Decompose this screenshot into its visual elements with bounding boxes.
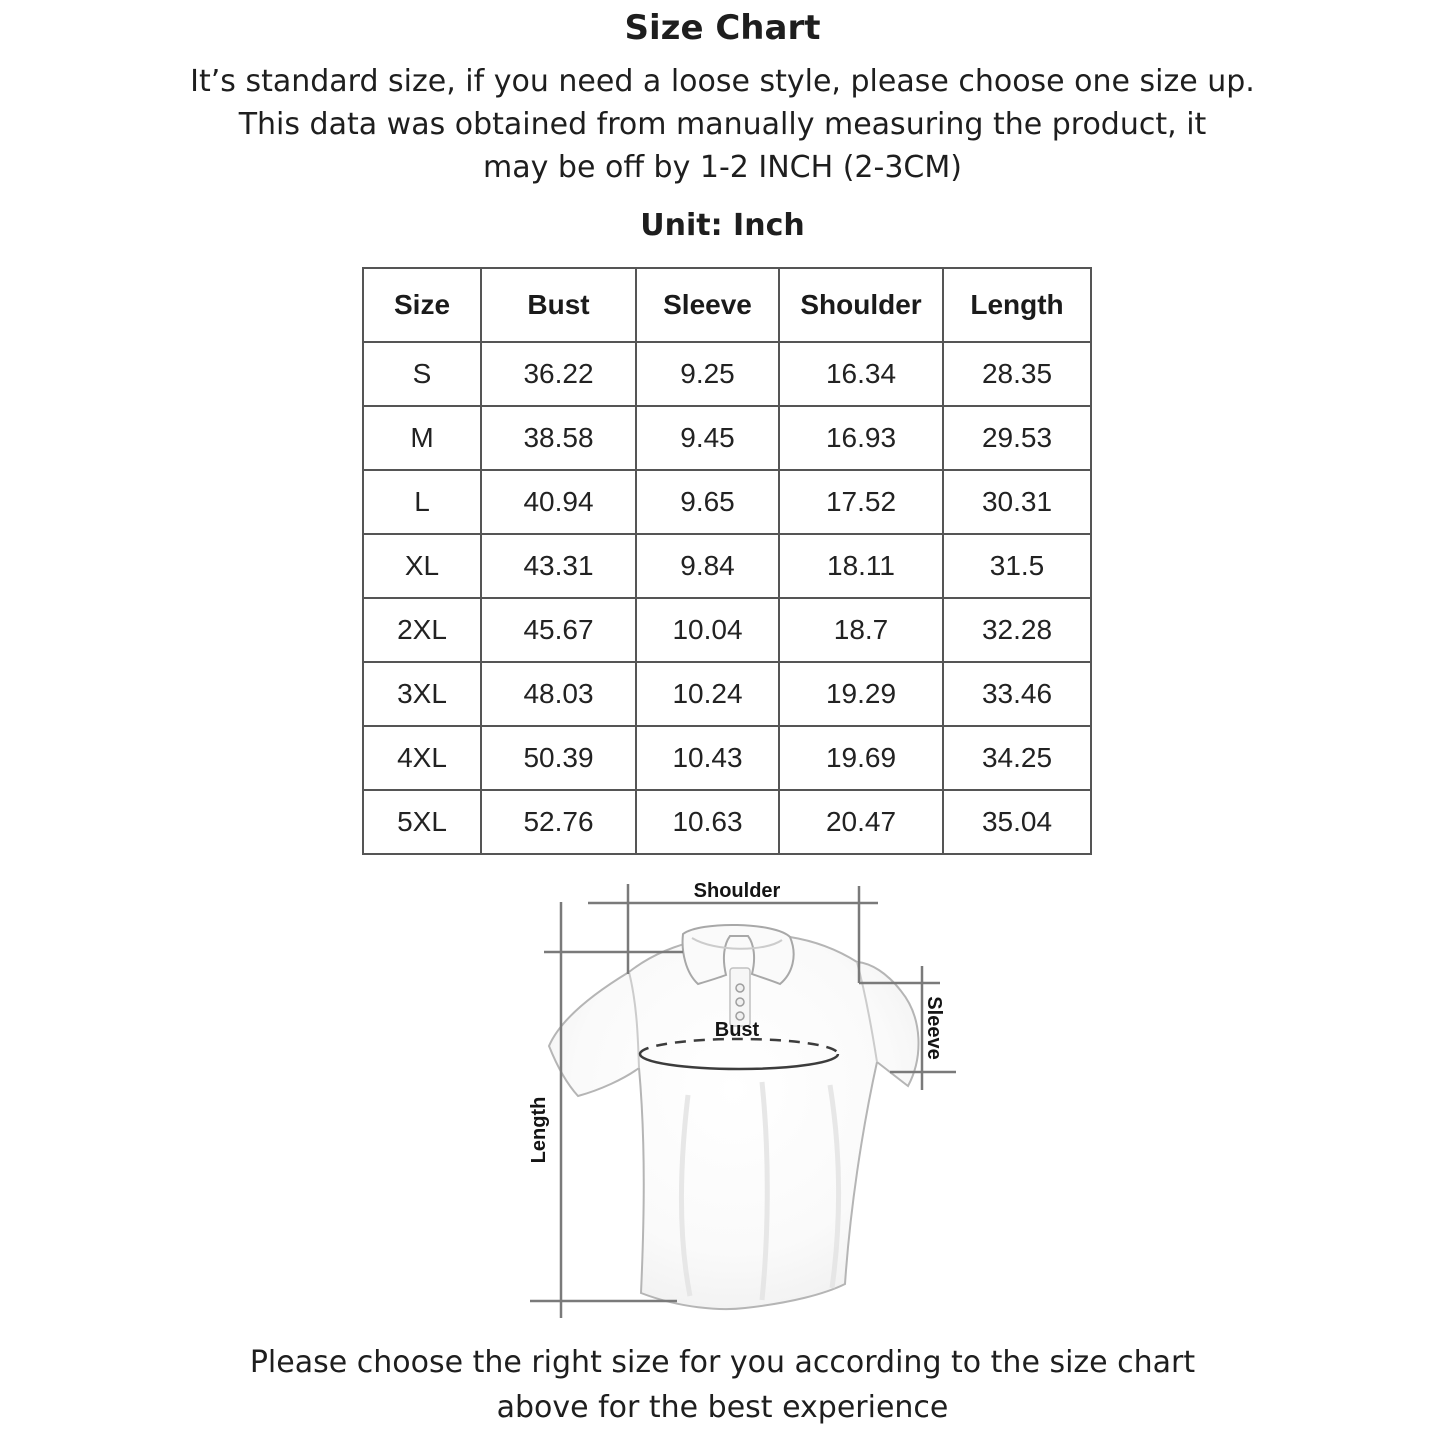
table-cell: M (363, 406, 481, 470)
shoulder-label: Shoulder (693, 880, 781, 902)
table-cell: 9.45 (636, 406, 779, 470)
table-cell: 45.67 (481, 598, 636, 662)
column-header: Length (943, 268, 1091, 342)
button (736, 998, 744, 1006)
table-cell: 3XL (363, 662, 481, 726)
table-cell: 36.22 (481, 342, 636, 406)
header-row (363, 268, 1091, 342)
table-cell: 10.04 (636, 598, 779, 662)
page-title: Size Chart (624, 8, 821, 48)
unit-heading: Unit: Inch (640, 208, 805, 243)
table-cell: 43.31 (481, 534, 636, 598)
table-cell: 19.29 (779, 662, 943, 726)
table-cell: 17.52 (779, 470, 943, 534)
size-table-body (363, 342, 1091, 854)
table-cell: 9.84 (636, 534, 779, 598)
table-cell: 9.25 (636, 342, 779, 406)
table-row (363, 662, 1091, 726)
table-cell: 30.31 (943, 470, 1091, 534)
table-cell: 18.7 (779, 598, 943, 662)
table-row (363, 406, 1091, 470)
text-line: above for the best experience (496, 1390, 949, 1425)
table-row (363, 534, 1091, 598)
table-cell: 29.53 (943, 406, 1091, 470)
table-cell: 9.65 (636, 470, 779, 534)
table-cell: 19.69 (779, 726, 943, 790)
table-cell: XL (363, 534, 481, 598)
shirt-measurement-diagram (470, 855, 1000, 1335)
column-header: Size (363, 268, 481, 342)
column-header: Sleeve (636, 268, 779, 342)
table-cell: 10.63 (636, 790, 779, 854)
table-cell: 31.5 (943, 534, 1091, 598)
table-cell: 35.04 (943, 790, 1091, 854)
size-table-header (363, 268, 1091, 342)
table-cell: 32.28 (943, 598, 1091, 662)
table-cell: 33.46 (943, 662, 1091, 726)
table-cell: 20.47 (779, 790, 943, 854)
table-cell: 16.93 (779, 406, 943, 470)
text-line: It’s standard size, if you need a loose style, please choose one size up. (190, 64, 1255, 99)
table-cell: 50.39 (481, 726, 636, 790)
table-row (363, 470, 1091, 534)
table-row (363, 790, 1091, 854)
column-header: Shoulder (779, 268, 943, 342)
table-cell: 38.58 (481, 406, 636, 470)
size-table (362, 267, 1092, 855)
table-cell: S (363, 342, 481, 406)
table-cell: 10.43 (636, 726, 779, 790)
table-row (363, 598, 1091, 662)
table-row (363, 342, 1091, 406)
table-cell: 34.25 (943, 726, 1091, 790)
table-cell: 40.94 (481, 470, 636, 534)
footer-text (0, 1340, 1445, 1430)
table-cell: 4XL (363, 726, 481, 790)
table-cell: 18.11 (779, 534, 943, 598)
table-cell: 5XL (363, 790, 481, 854)
table-cell: 28.35 (943, 342, 1091, 406)
table-cell: 10.24 (636, 662, 779, 726)
text-line: This data was obtained from manually measuring the product, it (238, 107, 1207, 142)
sleeve-label: Sleeve (923, 996, 945, 1060)
table-cell: 16.34 (779, 342, 943, 406)
bust-label: Bust (714, 1019, 760, 1041)
table-cell: 52.76 (481, 790, 636, 854)
table-cell: 48.03 (481, 662, 636, 726)
table-cell: 2XL (363, 598, 481, 662)
table-row (363, 726, 1091, 790)
intro-text (0, 60, 1445, 189)
text-line: Please choose the right size for you according to the size chart (249, 1345, 1196, 1380)
length-label: Length (528, 1096, 550, 1164)
button (736, 984, 744, 992)
text-line: may be off by 1-2 INCH (2-3CM) (483, 150, 962, 185)
table-cell: L (363, 470, 481, 534)
column-header: Bust (481, 268, 636, 342)
